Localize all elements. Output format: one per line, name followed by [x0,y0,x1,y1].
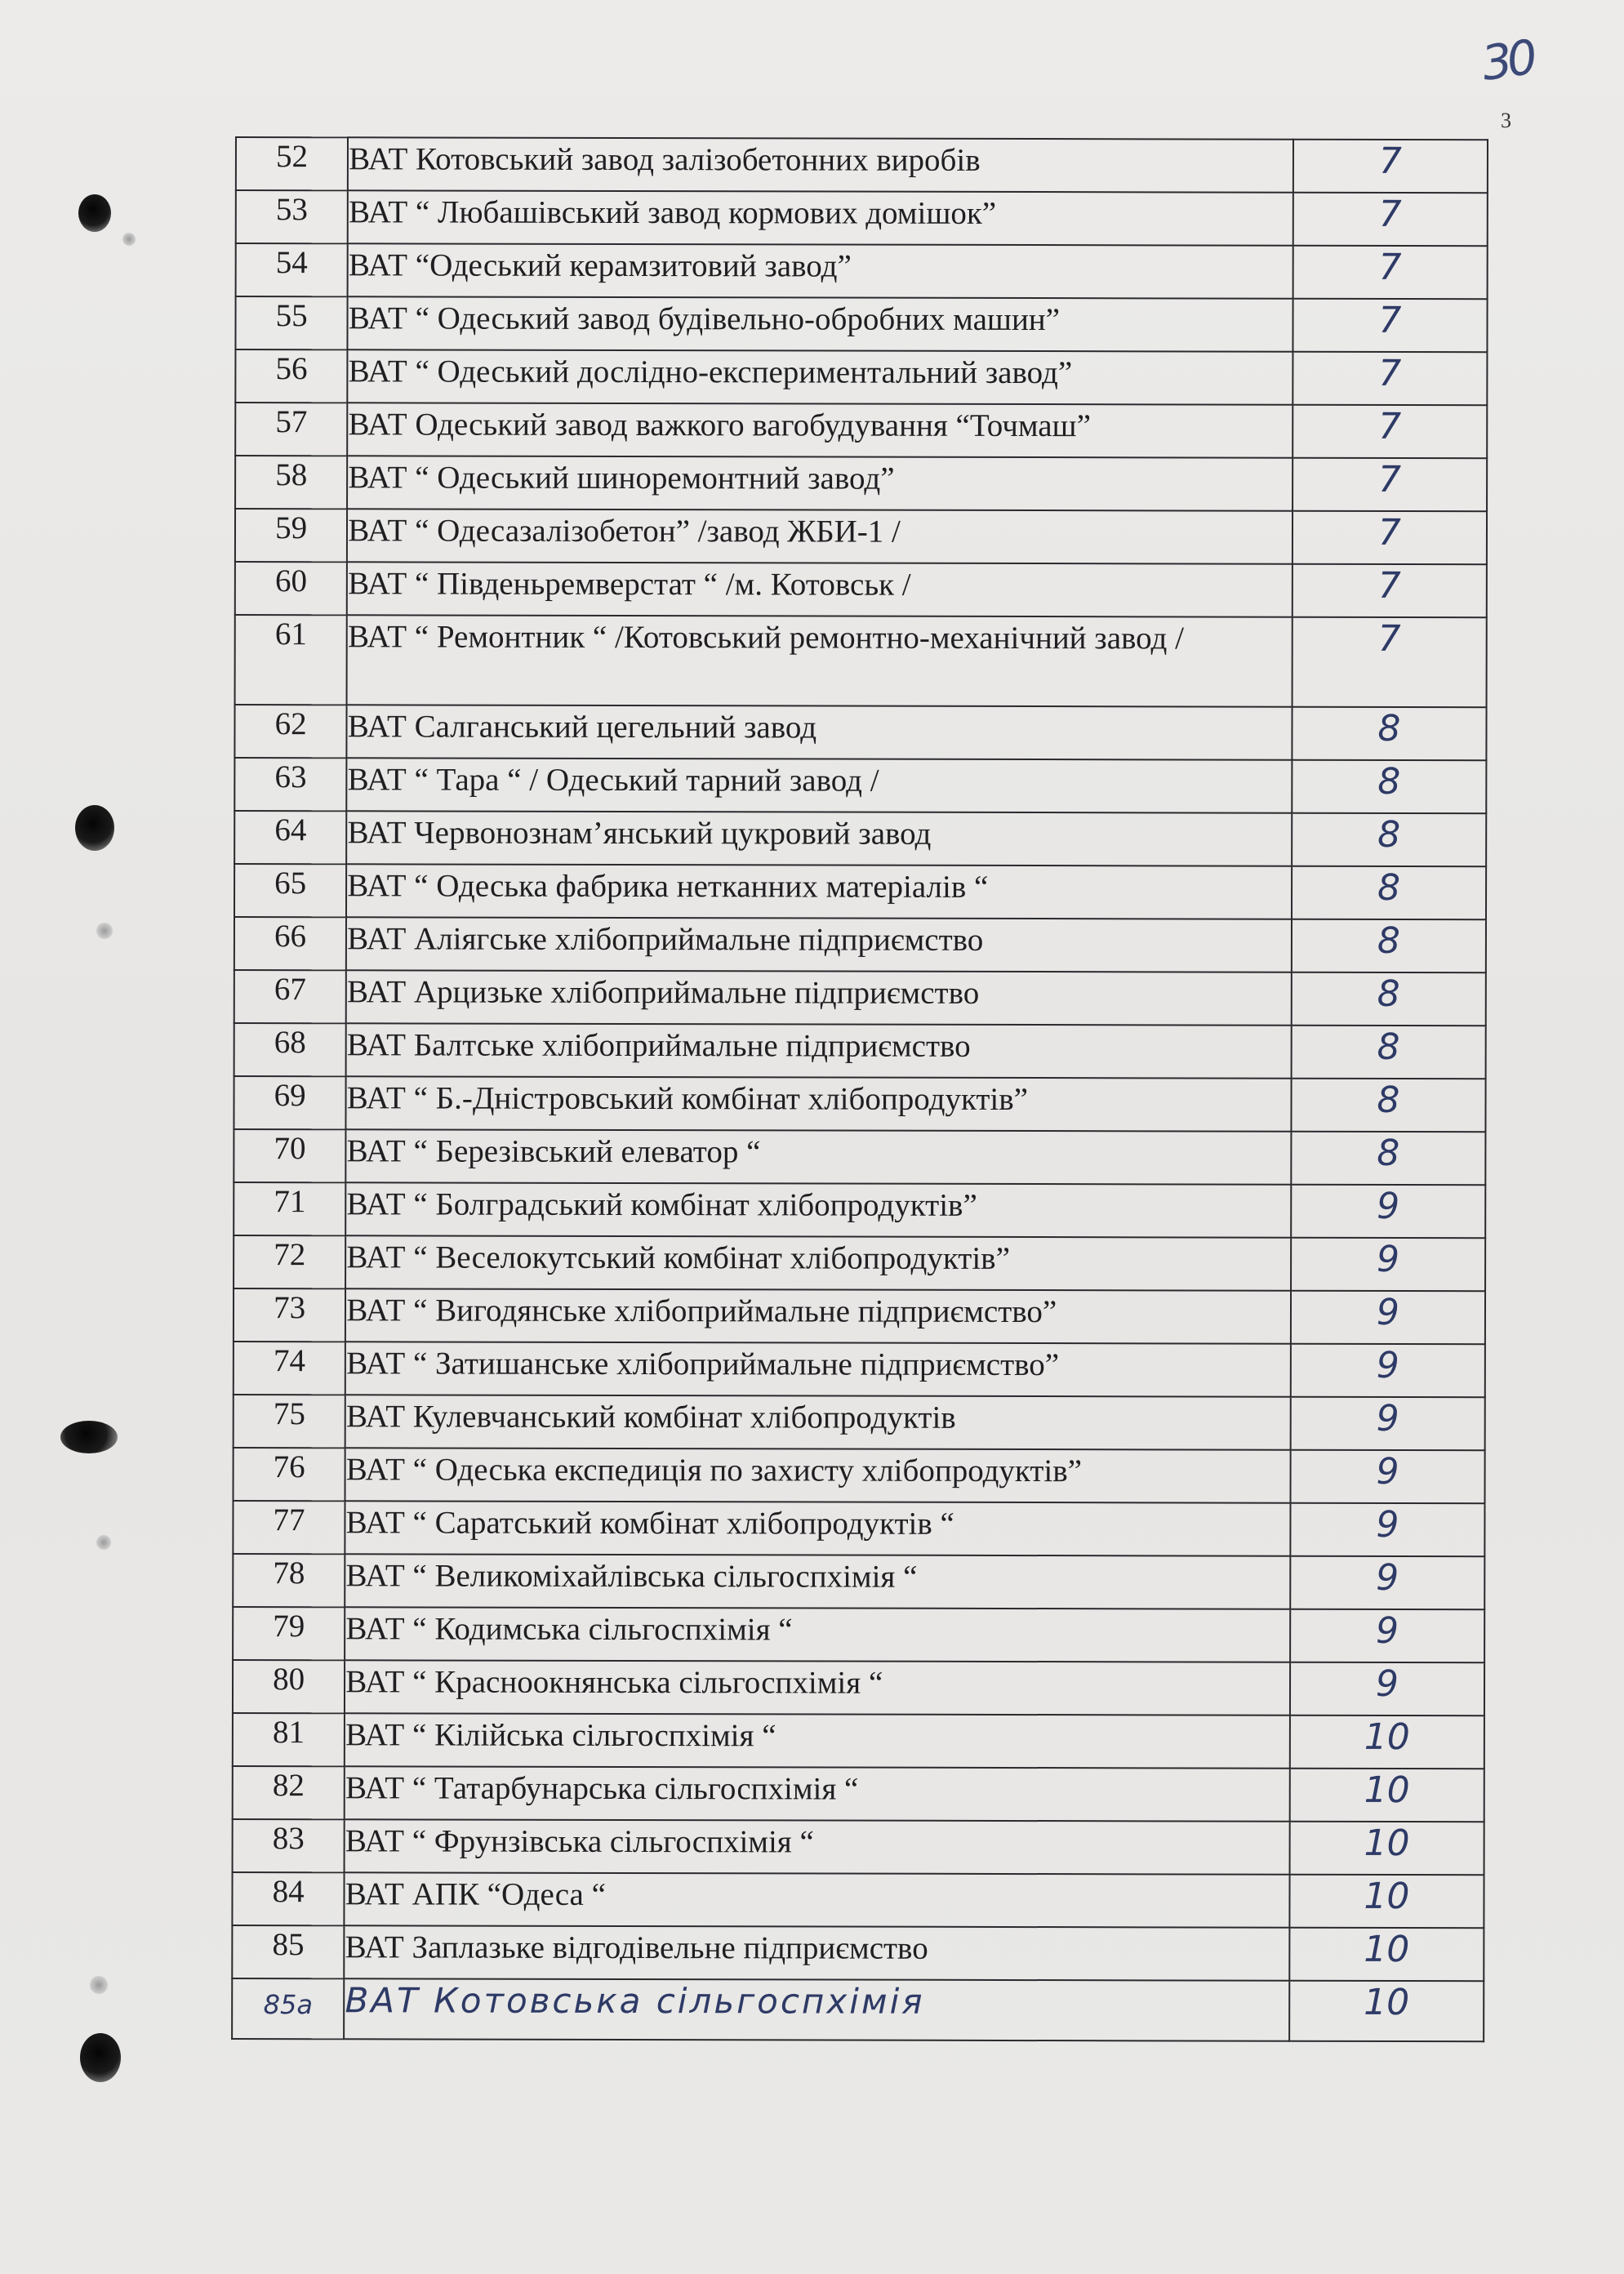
page-reference-cell: 7 [1293,564,1487,617]
table-row [234,917,1486,972]
row-number-cell: 58 [235,456,347,509]
table-row [233,1660,1484,1716]
row-number-cell: 65 [234,864,346,917]
table-row [235,615,1487,707]
enterprise-name-cell: ВАТ Котовський завод залізобетонних виробів [348,137,1293,192]
page-reference-cell: 10 [1289,1928,1484,1981]
enterprise-name-cell: ВАТ “ Саратський комбінат хлібопродуктів “ [345,1501,1291,1555]
table-row [233,1819,1484,1875]
row-number-cell: 69 [234,1076,345,1129]
page-reference-cell: 10 [1289,1769,1484,1822]
enterprise-name-cell: ВАТ Кулевчанський комбінат хлібопродуктів [345,1395,1291,1449]
enterprise-name-cell: ВАТ “ Березівський елеватор “ [346,1129,1292,1184]
table-row [234,758,1486,813]
row-number-cell: 81 [233,1713,345,1766]
table-row [235,456,1487,511]
table-row [235,562,1487,617]
punch-hole [80,2033,121,2082]
paper-speck [122,233,136,246]
page-reference-cell: 10 [1289,1822,1484,1875]
row-number-cell: 84 [232,1872,344,1925]
table-row [234,1023,1486,1079]
row-number-cell: 55 [235,296,347,349]
page-reference-cell: 8 [1292,707,1486,760]
paper-speck [96,923,113,939]
enterprise-name-cell: ВАТ “ Веселокутський комбінат хлібопродуктів” [345,1235,1291,1290]
table-row [234,1182,1485,1238]
row-number-cell: 64 [234,811,346,864]
row-number-cell: 80 [233,1660,345,1713]
page-reference-cell: 9 [1291,1185,1485,1238]
page-reference-cell: 7 [1293,352,1487,405]
enterprise-name-cell: ВАТ “ Кілійська сільгоспхімія “ [345,1713,1290,1768]
enterprise-name-cell: ВАТ Арцизьке хлібоприймальне підприємство [346,970,1292,1025]
enterprise-name-cell: ВАТ “ Південьремверстат “ /м. Котовськ / [347,562,1293,616]
enterprise-name-cell: ВАТ “ Одеський завод будівельно-обробних машин” [348,296,1293,351]
page-reference-cell: 7 [1293,299,1487,352]
enterprise-name-cell: ВАТ Котовська сільгоспхімія [344,1978,1289,2040]
enterprise-name-cell: ВАТ “ Кодимська сільгоспхімія “ [345,1607,1290,1662]
table-body [232,137,1488,2041]
row-number-cell: 52 [236,137,348,190]
enterprise-name-cell: ВАТ Заплазьке відгодівельне підприємство [345,1925,1290,1980]
enterprise-name-cell: ВАТ “ Б.-Дністровський комбінат хлібопродуктів” [346,1076,1292,1131]
enterprise-name-cell: ВАТ “ Одесазалізобетон” /завод ЖБИ-1 / [347,509,1293,563]
row-number-cell: 83 [233,1819,345,1872]
table-row [232,1925,1484,1981]
table-row [234,1235,1485,1291]
page-reference-cell: 9 [1290,1503,1484,1556]
table-row [236,243,1488,299]
enterprise-name-cell: ВАТ “ Вигодянське хлібоприймальне підприємство” [345,1288,1291,1343]
page-reference-cell: 9 [1290,1662,1484,1716]
row-number-cell: 85 [232,1925,344,1978]
table-row [235,509,1487,564]
page-reference-cell: 9 [1290,1556,1484,1609]
row-number-cell: 56 [235,349,347,403]
row-number-cell: 76 [234,1448,345,1501]
page-reference-cell: 7 [1293,246,1487,299]
enterprise-name-cell: ВАТ Балтське хлібоприймальне підприємство [346,1023,1292,1078]
table-row [234,1288,1485,1344]
page-reference-cell: 9 [1291,1291,1485,1344]
table-row [232,1978,1484,2041]
row-number-cell: 75 [234,1395,345,1448]
table-row [236,137,1488,193]
table-row [234,1076,1485,1132]
enterprise-name-cell: ВАТ Салганський цегельний завод [347,705,1293,759]
row-number-cell: 57 [235,403,347,456]
page-reference-cell: 8 [1291,1079,1485,1132]
enterprise-list-table [231,136,1488,2042]
enterprise-name-cell: ВАТ “ Одеський шиноремонтний завод” [347,456,1293,510]
row-number-cell: 68 [234,1023,346,1076]
enterprise-name-cell: ВАТ “ Одеська фабрика нетканних матеріалів “ [346,864,1292,919]
enterprise-name-cell: ВАТ АПК “Одеса “ [345,1872,1290,1927]
paper-speck [96,1535,111,1550]
page-reference-cell: 9 [1290,1397,1484,1450]
table-row [234,705,1486,760]
page-reference-cell: 10 [1289,1875,1484,1928]
punch-hole [60,1421,118,1453]
row-number-cell: 71 [234,1182,345,1235]
row-number-cell: 72 [234,1235,345,1288]
page-reference-cell: 9 [1291,1238,1485,1291]
table-row [234,1129,1485,1185]
enterprise-name-cell: ВАТ Одеський завод важкого вагобудування “Точмаш” [347,403,1293,457]
page-reference-cell: 7 [1293,140,1488,193]
table-row [235,349,1487,405]
page-reference-cell: 8 [1292,866,1486,919]
enterprise-name-cell: ВАТ “ Болградський комбінат хлібопродуктів” [345,1182,1291,1237]
page-reference-cell: 8 [1292,760,1486,813]
enterprise-name-cell: ВАТ “ Одеська експедиція по захисту хлібопродуктів” [345,1448,1291,1502]
table-row [234,970,1486,1026]
table-row [233,1766,1484,1822]
page-reference-cell: 7 [1293,405,1487,458]
enterprise-name-cell: ВАТ “ Затишанське хлібоприймальне підприємство” [345,1342,1291,1396]
table-row [232,1872,1484,1928]
table-row [234,811,1486,866]
page-reference-cell: 8 [1292,813,1486,866]
row-number-cell: 63 [234,758,346,811]
table-row [236,190,1488,246]
page-reference-cell: 8 [1291,1026,1485,1079]
page-reference-cell: 10 [1290,1716,1484,1769]
enterprise-name-cell: ВАТ “ Тара “ / Одеський тарний завод / [347,758,1293,812]
page-reference-cell: 8 [1292,919,1486,972]
enterprise-name-cell: ВАТ “ Красноокнянська сільгоспхімія “ [345,1660,1290,1715]
page-reference-cell: 7 [1292,617,1486,707]
table-row [234,1395,1485,1450]
row-number-cell: 67 [234,970,346,1023]
enterprise-name-cell: ВАТ “ Великоміхайлівська сільгоспхімія “ [345,1554,1290,1609]
row-number-cell: 74 [234,1342,345,1395]
page-reference-cell: 9 [1290,1450,1484,1503]
row-number-cell: 85а [232,1978,344,2039]
row-number-cell: 61 [235,615,347,705]
row-number-cell: 77 [233,1501,345,1554]
page-reference-cell: 8 [1291,1132,1485,1185]
row-number-cell: 78 [233,1554,345,1607]
page-reference-cell: 7 [1293,193,1488,246]
table-row [233,1607,1484,1662]
table-row [234,1342,1485,1397]
punch-hole [75,805,114,851]
enterprise-name-cell: ВАТ Червонознам’янський цукровий завод [346,811,1292,866]
punch-hole [78,194,111,232]
enterprise-name-cell: ВАТ “ Одеський дослідно-експериментальний завод” [348,349,1293,404]
enterprise-name-cell: ВАТ “ Любашівський завод кормових домішок” [348,190,1293,245]
row-number-cell: 60 [235,562,347,615]
page-reference-cell: 9 [1291,1344,1485,1397]
row-number-cell: 66 [234,917,346,970]
row-number-cell: 79 [233,1607,345,1660]
row-number-cell: 62 [234,705,346,758]
page-reference-cell: 10 [1289,1981,1484,2041]
table-row [233,1554,1484,1609]
row-number-cell: 82 [233,1766,345,1819]
enterprise-name-cell: ВАТ “ Татарбунарська сільгоспхімія “ [345,1766,1290,1821]
row-number-cell: 53 [236,190,348,243]
enterprise-name-cell: ВАТ Аліягське хлібоприймальне підприємство [346,917,1292,972]
page-reference-cell: 7 [1293,458,1487,511]
table-row [234,1448,1485,1503]
paper-speck [90,1976,108,1994]
row-number-cell: 59 [235,509,347,562]
row-number-cell: 73 [234,1288,345,1342]
enterprise-name-cell: ВАТ “Одеський керамзитовий завод” [348,243,1293,298]
page-reference-cell: 9 [1290,1609,1484,1662]
table-row [233,1713,1484,1769]
page-reference-cell: 7 [1293,511,1487,564]
table-row [234,864,1486,919]
enterprise-name-cell: ВАТ “ Ремонтник “ /Котовський ремонтно-механічний завод / [347,615,1293,706]
table-row [235,403,1487,458]
handwritten-folio-number: 30 [1478,29,1537,91]
page-number: 3 [1501,109,1511,132]
enterprise-name-cell: ВАТ “ Фрунзівська сільгоспхімія “ [345,1819,1290,1874]
row-number-cell: 70 [234,1129,345,1182]
page-reference-cell: 8 [1292,972,1486,1026]
row-number-cell: 54 [236,243,348,296]
table-row [233,1501,1484,1556]
table-row [235,296,1487,352]
